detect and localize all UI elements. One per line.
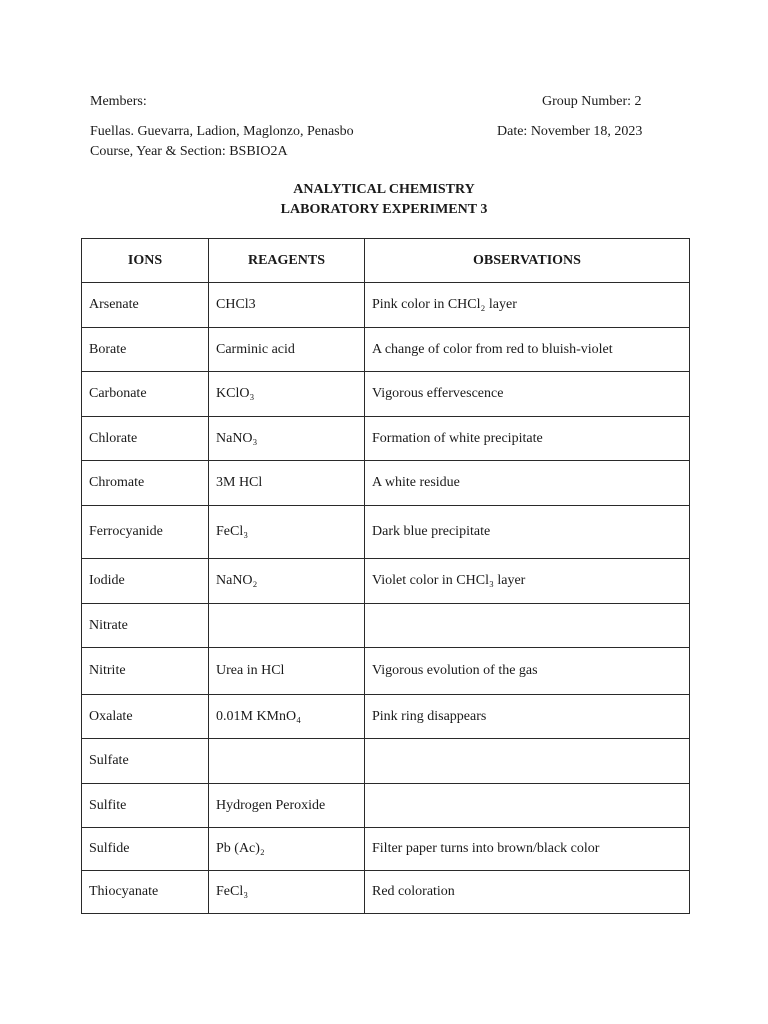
table-row (82, 372, 690, 417)
table-row (82, 871, 690, 914)
table-row (82, 648, 690, 695)
ion-cell: Iodide (82, 559, 209, 604)
reagent-cell: Hydrogen Peroxide (209, 784, 365, 828)
table-row (82, 604, 690, 648)
observation-cell (365, 604, 690, 648)
ion-cell: Borate (82, 328, 209, 372)
date: Date: November 18, 2023 (497, 124, 643, 139)
observation-cell: Vigorous evolution of the gas (365, 648, 690, 695)
ion-cell: Ferrocyanide (82, 506, 209, 559)
members-label: Members: (90, 94, 147, 109)
table-row (82, 739, 690, 784)
observation-cell (365, 739, 690, 784)
document-subtitle: LABORATORY EXPERIMENT 3 (280, 202, 488, 217)
ion-cell: Chlorate (82, 417, 209, 461)
observation-cell: Formation of white precipitate (365, 417, 690, 461)
reagent-cell: CHCl3 (209, 283, 365, 328)
observation-cell: A change of color from red to bluish-violet (365, 328, 690, 372)
reagent-cell: Carminic acid (209, 328, 365, 372)
reagent-cell: FeCl₃ (209, 871, 365, 914)
table-row (82, 784, 690, 828)
observation-cell: A white residue (365, 461, 690, 506)
table-row (82, 417, 690, 461)
column-header-ions: IONS (82, 239, 209, 283)
reagent-cell: 3M HCl (209, 461, 365, 506)
column-header-observations: OBSERVATIONS (365, 239, 690, 283)
table-row (82, 328, 690, 372)
table-row (82, 828, 690, 871)
reagent-cell (209, 604, 365, 648)
reagent-cell: 0.01M KMnO₄ (209, 695, 365, 739)
ion-cell: Sulfide (82, 828, 209, 871)
ion-cell: Sulfate (82, 739, 209, 784)
observation-cell: Red coloration (365, 871, 690, 914)
ion-cell: Carbonate (82, 372, 209, 417)
table-row (82, 559, 690, 604)
ion-cell: Oxalate (82, 695, 209, 739)
reagent-cell: Urea in HCl (209, 648, 365, 695)
group-number: Group Number: 2 (542, 94, 642, 109)
ion-cell: Nitrite (82, 648, 209, 695)
ion-cell: Arsenate (82, 283, 209, 328)
table-row (82, 283, 690, 328)
reagent-cell: NaNO₂ (209, 559, 365, 604)
observation-cell: Vigorous effervescence (365, 372, 690, 417)
table-row (82, 695, 690, 739)
course-section: Course, Year & Section: BSBIO2A (90, 144, 288, 159)
ion-cell: Sulfite (82, 784, 209, 828)
reagent-cell: KClO₃ (209, 372, 365, 417)
ion-cell: Chromate (82, 461, 209, 506)
observation-cell: Pink color in CHCl₂ layer (365, 283, 690, 328)
document-title: ANALYTICAL CHEMISTRY (293, 182, 475, 197)
reagent-cell (209, 739, 365, 784)
table-row (82, 461, 690, 506)
observation-cell (365, 784, 690, 828)
table-row (82, 506, 690, 559)
observation-cell: Violet color in CHCl₃ layer (365, 559, 690, 604)
observation-cell: Pink ring disappears (365, 695, 690, 739)
ion-cell: Nitrate (82, 604, 209, 648)
reagent-cell: FeCl₃ (209, 506, 365, 559)
ion-cell: Thiocyanate (82, 871, 209, 914)
observation-cell: Filter paper turns into brown/black color (365, 828, 690, 871)
results-table (81, 238, 690, 914)
members-names: Fuellas. Guevarra, Ladion, Maglonzo, Penasbo (90, 124, 354, 139)
column-header-reagents: REAGENTS (209, 239, 365, 283)
table-header-row (82, 239, 690, 283)
observation-cell: Dark blue precipitate (365, 506, 690, 559)
reagent-cell: NaNO₃ (209, 417, 365, 461)
reagent-cell: Pb (Ac)₂ (209, 828, 365, 871)
